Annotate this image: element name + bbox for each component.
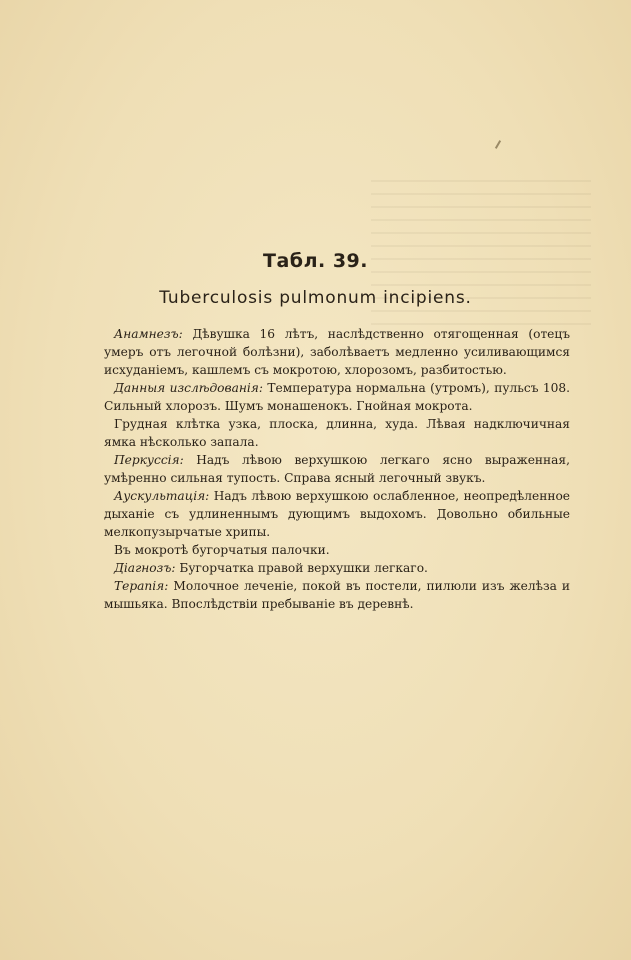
plate-title: Табл. 39. [263,250,368,272]
label-diagnosis: Діагнозъ: [114,561,176,575]
paragraph-auscultation [104,487,570,541]
text-examination: Температура нормальна (утромъ), пульсъ 108. Сильный хлорозъ. Шумъ монашенокъ. Гнойная мокрота. [104,381,570,413]
paragraph-percussion [104,451,570,487]
paragraph-therapy [104,577,570,613]
text-auscultation: Надъ лѣвою верхушкою ослабленное, неопредѣленное дыханіе съ удлиненнымъ дующимъ выдохомъ. Довольно обильные мелкопузырчатые хрипы. [104,489,570,539]
paragraph-examination [104,379,570,415]
case-description [104,325,570,613]
text-anamnesis: Дѣвушка 16 лѣтъ, наслѣдственно отягощенная (отецъ умеръ отъ легочной болѣзни), заболѣваетъ медленно усиливающимся исхуданіемъ, кашлемъ съ мокротою, хлорозомъ, разбитостью. [104,327,570,377]
plate-subtitle: Tuberculosis pulmonum incipiens. [159,288,472,308]
paper-mark [495,140,501,149]
label-anamnesis: Анамнезъ: [114,327,183,341]
label-percussion: Перкуссія: [114,453,184,467]
text-percussion: Надъ лѣвою верхушкою легкаго ясно выраженная, умѣренно сильная тупость. Справа ясный легочный звукъ. [104,453,570,485]
label-therapy: Терапія: [114,579,169,593]
text-sputum: Въ мокротѣ бугорчатыя палочки. [114,543,330,557]
paragraph-sputum [104,541,570,559]
paragraph-anamnesis [104,325,570,379]
text-chest: Грудная клѣтка узка, плоска, длинна, худа. Лѣвая надключичная ямка нѣсколько запала. [104,417,570,449]
label-auscultation: Аускультація: [114,489,210,503]
text-diagnosis: Бугорчатка правой верхушки легкаго. [175,561,428,575]
paragraph-chest [104,415,570,451]
paragraph-diagnosis [104,559,570,577]
text-therapy: Молочное леченіе, покой въ постели, пилюли изъ желѣза и мышьяка. Впослѣдствіи пребываніе въ деревнѣ. [104,579,570,611]
label-examination: Данныя изслѣдованія: [114,381,263,395]
